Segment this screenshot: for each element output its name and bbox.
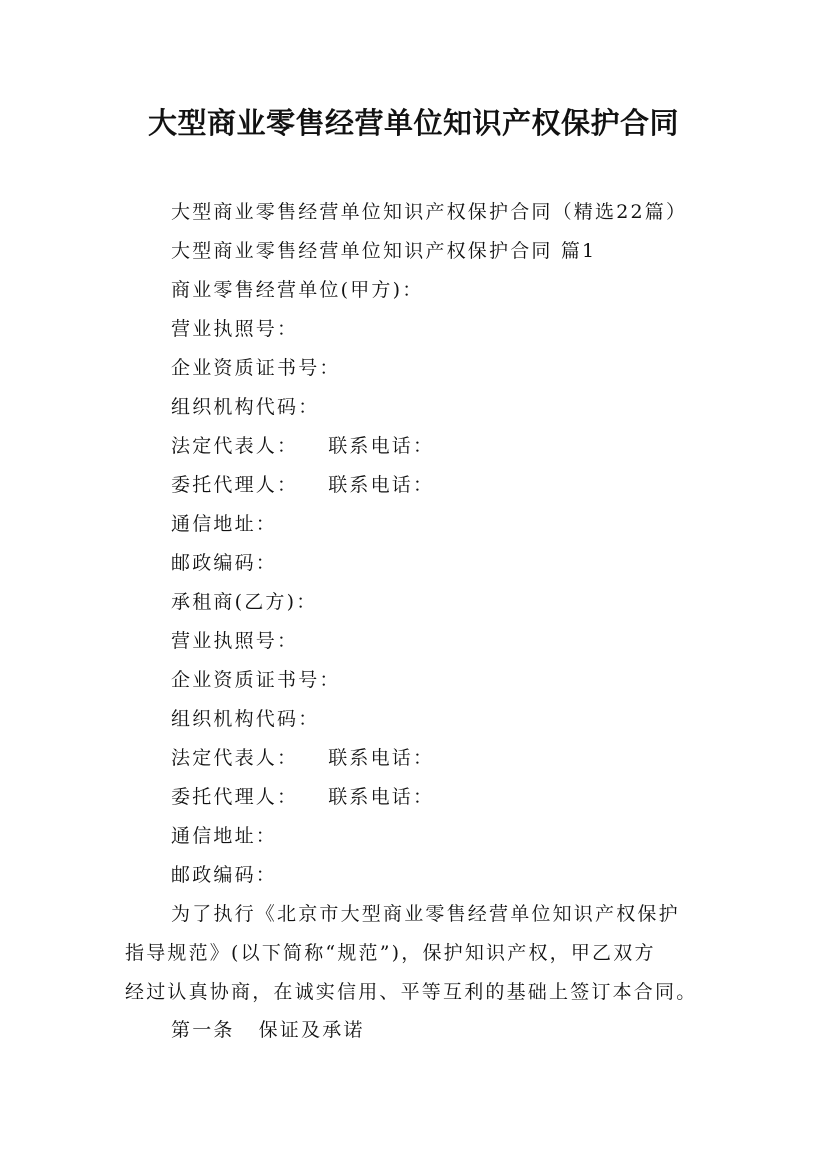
party-b-agent-row (171, 783, 434, 811)
preamble-line: 经过认真协商，在诚实信用、平等互利的基础上签订本合同。 (125, 981, 698, 1003)
article-1-title: 保证及承诺 (258, 1019, 365, 1041)
party-b-license: 营业执照号： (171, 630, 299, 652)
party-b-agent-label: 委托代理人： (171, 786, 299, 808)
party-a-legal-rep-phone-label: 联系电话： (328, 435, 435, 457)
article-1-number: 第一条 (171, 1019, 235, 1041)
party-b-qualification: 企业资质证书号： (171, 669, 341, 691)
party-b-legal-rep-row (171, 744, 434, 772)
party-a-license: 营业执照号： (171, 318, 299, 340)
document-title: 大型商业零售经营单位知识产权保护合同 (147, 106, 679, 140)
party-a-qualification: 企业资质证书号： (171, 357, 341, 379)
party-b-legal-rep-label: 法定代表人： (171, 747, 299, 769)
preamble-line: 为了执行《北京市大型商业零售经营单位知识产权保护 (171, 903, 680, 925)
party-a-agent-phone-label: 联系电话： (328, 474, 435, 496)
document-subtitle: 大型商业零售经营单位知识产权保护合同（精选22篇） (171, 201, 688, 223)
party-b-agent-phone-label: 联系电话： (328, 786, 435, 808)
section-heading: 大型商业零售经营单位知识产权保护合同 篇1 (171, 240, 597, 262)
party-b-address: 通信地址： (171, 825, 278, 847)
party-a-agent-label: 委托代理人： (171, 474, 299, 496)
party-a-legal-rep-label: 法定代表人： (171, 435, 299, 457)
party-a-legal-rep-row (171, 432, 434, 460)
preamble-paragraph (125, 895, 715, 1012)
party-a-org-code: 组织机构代码： (171, 396, 320, 418)
party-b-legal-rep-phone-label: 联系电话： (328, 747, 435, 769)
preamble-line: 指导规范》(以下简称“规范”)，保护知识产权，甲乙双方 (125, 942, 656, 964)
party-a-address: 通信地址： (171, 513, 278, 535)
party-b-heading: 承租商(乙方)： (171, 591, 318, 613)
party-a-agent-row (171, 471, 434, 499)
party-a-heading: 商业零售经营单位(甲方)： (171, 279, 424, 301)
party-a-postcode: 邮政编码： (171, 552, 278, 574)
party-b-postcode: 邮政编码： (171, 864, 278, 886)
article-1-heading (171, 1016, 365, 1044)
party-b-org-code: 组织机构代码： (171, 708, 320, 730)
